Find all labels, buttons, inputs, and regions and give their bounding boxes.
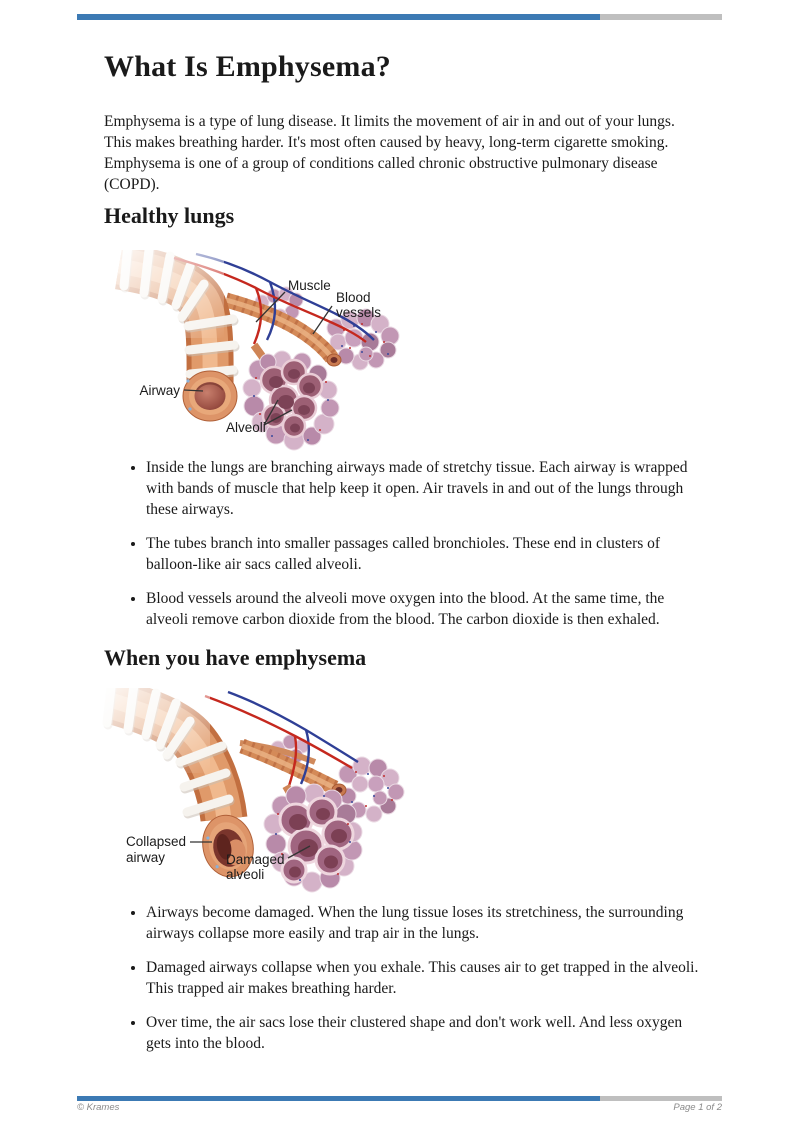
healthy-lungs-illustration	[104, 250, 422, 452]
emphysema-bullet-list	[104, 902, 746, 1054]
list-item: • Over time, the air sacs lose their clustered shape and don't work well. And less oxygen gets into the blood.	[146, 1012, 702, 1054]
muscle-label: Muscle	[288, 278, 331, 293]
list-item: • Inside the lungs are branching airways made of stretchy tissue. Each airway is wrapped with bands of muscle that help keep it open. Air travels in and out of the lungs through these airways.	[146, 457, 702, 520]
damaged-alveoli-label-line1: Damaged	[226, 852, 285, 867]
healthy-lungs-svg	[104, 250, 422, 452]
copyright-text: © Krames	[77, 1102, 120, 1113]
alveoli-label: Alveoli	[226, 420, 266, 435]
blood-vessels-label-line1: Blood	[336, 290, 371, 305]
page-number: Page 1 of 2	[673, 1102, 722, 1113]
collapsed-airway-label-line1: Collapsed	[126, 834, 187, 849]
fade-overlay	[90, 688, 210, 773]
healthy-lungs-bullet-list	[104, 457, 746, 630]
list-item: • The tubes branch into smaller passages called bronchioles. These end in clusters of balloon-like air sacs called alveoli.	[146, 533, 702, 575]
footer	[77, 1102, 722, 1113]
header-rule-gray	[600, 14, 722, 20]
airway-open-end	[183, 371, 237, 421]
footer-rule-blue	[77, 1096, 600, 1101]
airway-label: Airway	[139, 383, 180, 398]
fade-overlay	[104, 250, 224, 338]
list-item: • Blood vessels around the alveoli move oxygen into the blood. At the same time, the alveoli remove carbon dioxide from the blood. The carbon dioxide is then exhaled.	[146, 588, 702, 630]
header-rule	[77, 14, 722, 20]
list-item: • Airways become damaged. When the lung tissue loses its stretchiness, the surrounding airways collapse more easily and trap air in the lungs.	[146, 902, 702, 944]
damaged-alveoli-label-line2: alveoli	[226, 867, 265, 882]
intro-paragraph: Emphysema is a type of lung disease. It limits the movement of air in and out of your lungs. This makes breathing harder. It's most often caused by heavy, long-term cigarette smoking. Emphysema is one of a group of conditions called chronic obstructive pulmonary disease (COPD).	[104, 113, 675, 193]
list-item: • Damaged airways collapse when you exhale. This causes air to get trapped in the alveoli. This trapped air makes breathing harder.	[146, 957, 702, 999]
emphysema-illustration	[90, 688, 430, 895]
collapsed-airway-label-line2: airway	[126, 850, 166, 865]
blood-vessels-label-line2: vessels	[336, 305, 382, 320]
footer-rule	[77, 1096, 722, 1101]
emphysema-svg	[90, 688, 430, 895]
section-heading-healthy-lungs: Healthy lungs	[104, 203, 235, 228]
footer-rule-gray	[600, 1096, 722, 1101]
page-title: What Is Emphysema?	[104, 50, 391, 83]
header-rule-blue	[77, 14, 600, 20]
section-heading-emphysema: When you have emphysema	[104, 645, 367, 670]
